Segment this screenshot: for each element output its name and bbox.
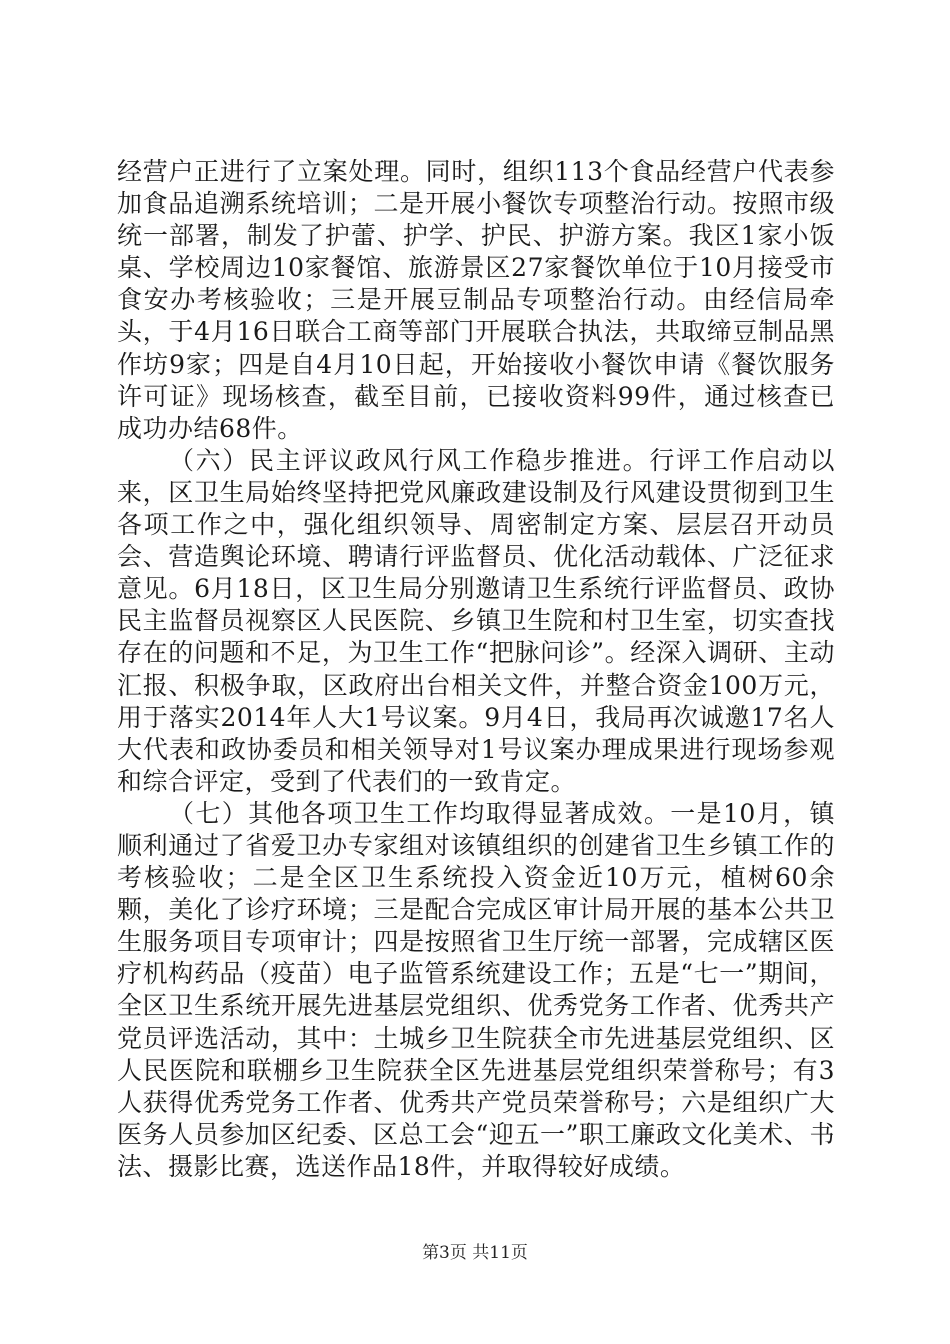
paragraph-section-seven: （七）其他各项卫生工作均取得显著成效。一是10月，镇顺利通过了省爱卫办专家组对该镇组织的创建省卫生乡镇工作的考核验收；二是全区卫生系统投入资金近10万元，植树60余颗，美化了诊疗环境；三是配合完成区审计局开展的基本公共卫生服务项目专项审计；四是按照省卫生厅统一部署，完成辖区医疗机构药品（疫苗）电子监管系统建设工作；五是“七一”期间，全区卫生系统开展先进基层党组织、优秀党务工作者、优秀共产党员评选活动，其中：土城乡卫生院获全市先进基层党组织、区人民医院和联棚乡卫生院获全区先进基层党组织荣誉称号；有3人获得优秀党务工作者、优秀共产党员荣誉称号；六是组织广大医务人员参加区纪委、区总工会“迎五一”职工廉政文化美术、书法、摄影比赛，选送作品18件，并取得较好成绩。 xyxy=(117,798,835,1181)
page-number-footer: 第3页 共11页 xyxy=(422,1243,528,1263)
paragraph-continued: 经营户正进行了立案处理。同时，组织113个食品经营户代表参加食品追溯系统培训；二是开展小餐饮专项整治行动。按照市级统一部署，制发了护蕾、护学、护民、护游方案。我区1家小饭桌、学校周边10家餐馆、旅游景区27家餐饮单位于10月接受市食安办考核验收；三是开展豆制品专项整治行动。由经信局牵头，于4月16日联合工商等部门开展联合执法，共取缔豆制品黑作坊9家；四是自4月10日起，开始接收小餐饮申请《餐饮服务许可证》现场核查，截至目前，已接收资料99件，通过核查已成功办结68件。 xyxy=(117,157,835,443)
paragraph-section-six: （六）民主评议政风行风工作稳步推进。行评工作启动以来，区卫生局始终坚持把党风廉政建设制及行风建设贯彻到卫生各项工作之中，强化组织领导、周密制定方案、层层召开动员会、营造舆论环境、聘请行评监督员、优化活动载体、广泛征求意见。6月18日，区卫生局分别邀请卫生系统行评监督员、政协民主监督员视察区人民医院、乡镇卫生院和村卫生室，切实查找存在的问题和不足，为卫生工作“把脉问诊”。经深入调研、主动汇报、积极争取，区政府出台相关文件，并整合资金100万元，用于落实2014年人大1号议案。9月4日，我局再次诚邀17名人大代表和政协委员和相关领导对1号议案办理成果进行现场参观和综合评定，受到了代表们的一致肯定。 xyxy=(117,445,835,796)
document-body xyxy=(117,156,835,1183)
